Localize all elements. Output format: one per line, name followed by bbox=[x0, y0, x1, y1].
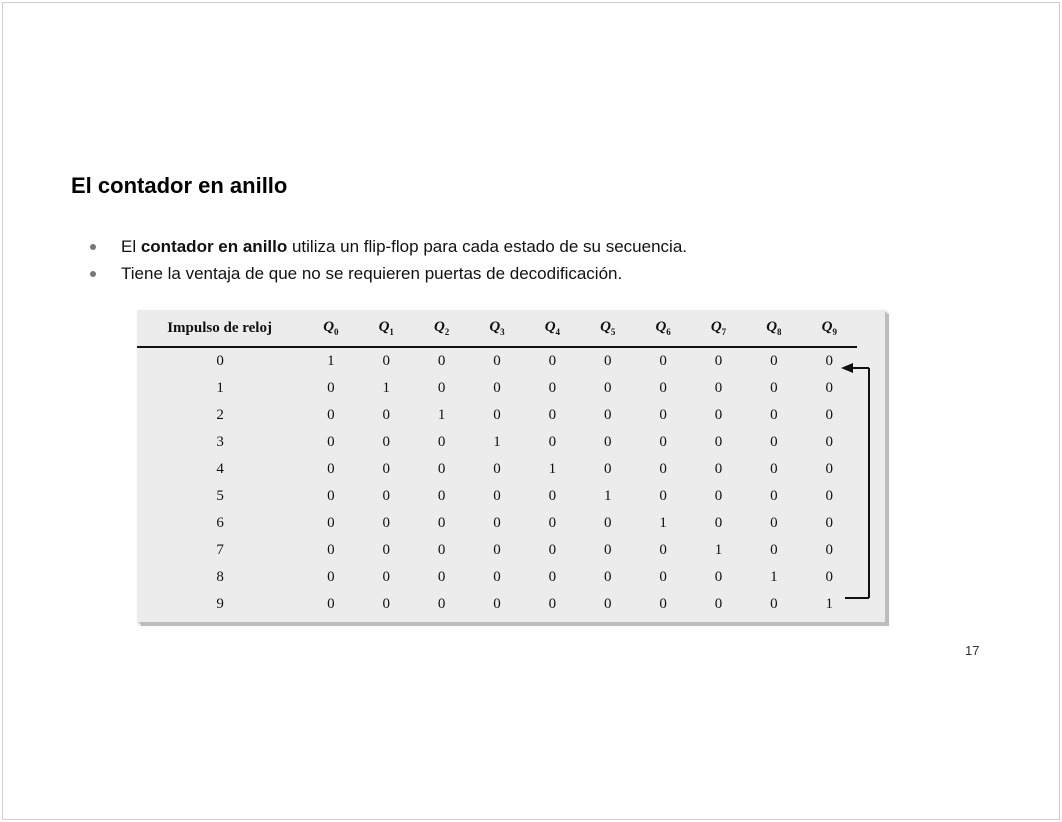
q-value-cell: 0 bbox=[493, 461, 501, 477]
q-value-cell: 0 bbox=[382, 542, 390, 558]
table-row bbox=[137, 591, 857, 618]
q-value-cell: 0 bbox=[382, 434, 390, 450]
q-value-cell: 0 bbox=[437, 515, 446, 531]
q-value-cell: 0 bbox=[437, 461, 446, 477]
bullet-text-bold: contador en anillo bbox=[140, 237, 288, 256]
q-value-cell: 0 bbox=[770, 353, 778, 369]
q-value-cell: 1 bbox=[493, 434, 501, 450]
header-q-subscript: 2 bbox=[444, 327, 450, 337]
q-value-cell: 0 bbox=[659, 488, 667, 504]
header-q-letter: Q bbox=[433, 319, 445, 335]
header-q-letter: Q bbox=[710, 319, 722, 335]
q-value-cell: 0 bbox=[825, 434, 834, 450]
bullet-text-pre: El bbox=[121, 237, 141, 256]
clock-pulse-cell: 7 bbox=[216, 542, 224, 558]
header-q-letter: Q bbox=[821, 319, 833, 335]
q-value-cell: 0 bbox=[437, 488, 446, 504]
q-value-cell: 0 bbox=[327, 407, 335, 423]
q-value-cell: 0 bbox=[327, 515, 335, 531]
clock-pulse-cell: 9 bbox=[216, 596, 224, 612]
ring-counter-figure bbox=[137, 310, 885, 622]
q-value-cell: 0 bbox=[825, 353, 834, 369]
q-value-cell: 0 bbox=[493, 569, 501, 585]
header-q4 bbox=[525, 310, 580, 347]
header-q-letter: Q bbox=[600, 319, 611, 335]
q-value-cell: 0 bbox=[548, 380, 557, 396]
table-row bbox=[137, 429, 857, 456]
q-value-cell: 0 bbox=[825, 407, 834, 423]
header-clock-pulse: Impulso de reloj bbox=[137, 310, 303, 347]
q-value-cell: 0 bbox=[770, 542, 778, 558]
clock-pulse-cell: 2 bbox=[216, 407, 224, 423]
q-value-cell: 0 bbox=[770, 434, 778, 450]
q-value-cell: 0 bbox=[382, 515, 390, 531]
slide bbox=[2, 2, 1060, 820]
header-q0 bbox=[303, 310, 358, 347]
clock-pulse-cell: 5 bbox=[216, 488, 224, 504]
q-value-cell: 0 bbox=[437, 380, 446, 396]
q-value-cell: 1 bbox=[327, 353, 335, 369]
q-value-cell: 0 bbox=[825, 515, 834, 531]
q-value-cell: 1 bbox=[659, 515, 667, 531]
q-value-cell: 0 bbox=[714, 569, 723, 585]
table-row bbox=[137, 564, 857, 591]
table-body bbox=[137, 347, 857, 618]
q-value-cell: 0 bbox=[659, 461, 667, 477]
q-value-cell: 0 bbox=[659, 596, 667, 612]
clock-pulse-cell: 6 bbox=[216, 515, 224, 531]
q-value-cell: 0 bbox=[770, 461, 778, 477]
q-value-cell: 0 bbox=[327, 380, 335, 396]
q-value-cell: 0 bbox=[437, 353, 446, 369]
q-value-cell: 0 bbox=[327, 488, 335, 504]
q-value-cell: 0 bbox=[382, 407, 390, 423]
q-value-cell: 0 bbox=[770, 488, 778, 504]
q-value-cell: 1 bbox=[825, 596, 834, 612]
q-value-cell: 0 bbox=[382, 461, 390, 477]
q-value-cell: 0 bbox=[493, 353, 501, 369]
table-row bbox=[137, 510, 857, 537]
header-q-letter: Q bbox=[323, 319, 335, 335]
header-q-subscript: 6 bbox=[666, 327, 671, 337]
header-q-subscript: 7 bbox=[721, 327, 727, 337]
table-row bbox=[137, 483, 857, 510]
q-value-cell: 0 bbox=[714, 407, 723, 423]
table-row bbox=[137, 537, 857, 564]
q-value-cell: 0 bbox=[548, 353, 557, 369]
ring-counter-table bbox=[137, 310, 857, 618]
q-value-cell: 0 bbox=[548, 542, 557, 558]
q-value-cell: 0 bbox=[548, 488, 557, 504]
q-value-cell: 0 bbox=[493, 542, 501, 558]
q-value-cell: 0 bbox=[714, 515, 723, 531]
header-q-subscript: 3 bbox=[500, 327, 505, 337]
q-value-cell: 0 bbox=[604, 542, 612, 558]
header-q1 bbox=[359, 310, 414, 347]
q-value-cell: 0 bbox=[327, 434, 335, 450]
q-value-cell: 0 bbox=[770, 596, 778, 612]
q-value-cell: 0 bbox=[493, 488, 501, 504]
q-value-cell: 0 bbox=[825, 542, 834, 558]
q-value-cell: 0 bbox=[659, 434, 667, 450]
q-value-cell: 0 bbox=[382, 596, 390, 612]
clock-pulse-cell: 0 bbox=[216, 353, 224, 369]
header-q6 bbox=[635, 310, 690, 347]
q-value-cell: 0 bbox=[548, 407, 557, 423]
clock-pulse-cell: 1 bbox=[216, 380, 224, 396]
q-value-cell: 0 bbox=[770, 515, 778, 531]
q-value-cell: 0 bbox=[659, 569, 667, 585]
header-q-subscript: 1 bbox=[389, 327, 394, 337]
bullet-dot-icon bbox=[90, 271, 96, 277]
q-value-cell: 0 bbox=[437, 596, 446, 612]
header-q-letter: Q bbox=[655, 319, 667, 335]
q-value-cell: 0 bbox=[382, 488, 390, 504]
q-value-cell: 0 bbox=[548, 569, 557, 585]
header-q-subscript: 4 bbox=[555, 327, 561, 337]
q-value-cell: 0 bbox=[493, 380, 501, 396]
header-q7 bbox=[691, 310, 746, 347]
bullet-item bbox=[85, 260, 687, 287]
q-value-cell: 0 bbox=[604, 569, 612, 585]
q-value-cell: 1 bbox=[382, 380, 390, 396]
q-value-cell: 0 bbox=[604, 353, 612, 369]
header-q-subscript: 0 bbox=[334, 327, 339, 337]
q-value-cell: 0 bbox=[770, 380, 778, 396]
q-value-cell: 0 bbox=[714, 488, 723, 504]
q-value-cell: 0 bbox=[604, 380, 612, 396]
q-value-cell: 0 bbox=[604, 434, 612, 450]
q-value-cell: 1 bbox=[548, 461, 557, 477]
bullet-list bbox=[85, 233, 687, 287]
q-value-cell: 0 bbox=[327, 542, 335, 558]
q-value-cell: 0 bbox=[437, 542, 446, 558]
header-q9 bbox=[802, 310, 857, 347]
table-row bbox=[137, 456, 857, 483]
table-header-row bbox=[137, 310, 857, 347]
table-row bbox=[137, 375, 857, 402]
q-value-cell: 0 bbox=[493, 515, 501, 531]
header-q5 bbox=[580, 310, 635, 347]
q-value-cell: 0 bbox=[659, 353, 667, 369]
header-q3 bbox=[469, 310, 524, 347]
q-value-cell: 0 bbox=[825, 488, 834, 504]
header-q-subscript: 5 bbox=[610, 327, 616, 337]
q-value-cell: 0 bbox=[437, 569, 446, 585]
q-value-cell: 0 bbox=[714, 434, 723, 450]
clock-pulse-cell: 3 bbox=[216, 434, 224, 450]
q-value-cell: 0 bbox=[493, 407, 501, 423]
q-value-cell: 0 bbox=[825, 569, 834, 585]
q-value-cell: 0 bbox=[714, 461, 723, 477]
table-row bbox=[137, 402, 857, 429]
q-value-cell: 0 bbox=[604, 515, 612, 531]
feedback-arrow-icon bbox=[837, 354, 877, 604]
page-number: 17 bbox=[965, 643, 980, 658]
clock-pulse-cell: 4 bbox=[216, 461, 224, 477]
q-value-cell: 1 bbox=[714, 542, 723, 558]
clock-pulse-cell: 8 bbox=[216, 569, 224, 585]
header-q-letter: Q bbox=[489, 319, 501, 335]
q-value-cell: 0 bbox=[604, 461, 612, 477]
q-value-cell: 0 bbox=[825, 461, 834, 477]
q-value-cell: 0 bbox=[382, 353, 390, 369]
q-value-cell: 0 bbox=[382, 569, 390, 585]
table-row bbox=[137, 347, 857, 375]
header-q-subscript: 9 bbox=[832, 327, 837, 337]
header-q-letter: Q bbox=[378, 319, 390, 335]
q-value-cell: 0 bbox=[327, 461, 335, 477]
q-value-cell: 0 bbox=[770, 407, 778, 423]
bullet-text-pre: Tiene la ventaja de que no se requieren puertas de decodificación. bbox=[121, 264, 623, 283]
bullet-item bbox=[85, 233, 687, 260]
header-q-subscript: 8 bbox=[777, 327, 782, 337]
header-q8 bbox=[746, 310, 801, 347]
q-value-cell: 0 bbox=[659, 380, 667, 396]
q-value-cell: 0 bbox=[714, 380, 723, 396]
header-q-letter: Q bbox=[544, 319, 556, 335]
q-value-cell: 0 bbox=[327, 596, 335, 612]
bullet-text-post: utiliza un flip-flop para cada estado de su secuencia. bbox=[287, 237, 687, 256]
q-value-cell: 0 bbox=[548, 434, 557, 450]
q-value-cell: 0 bbox=[714, 596, 723, 612]
header-q-letter: Q bbox=[766, 319, 778, 335]
q-value-cell: 0 bbox=[604, 596, 612, 612]
q-value-cell: 1 bbox=[437, 407, 446, 423]
bullet-dot-icon bbox=[90, 244, 96, 250]
slide-title: El contador en anillo bbox=[71, 173, 288, 198]
header-q2 bbox=[414, 310, 469, 347]
q-value-cell: 0 bbox=[493, 596, 501, 612]
q-value-cell: 0 bbox=[659, 542, 667, 558]
q-value-cell: 0 bbox=[327, 569, 335, 585]
q-value-cell: 1 bbox=[770, 569, 778, 585]
q-value-cell: 0 bbox=[604, 407, 612, 423]
q-value-cell: 0 bbox=[548, 596, 557, 612]
q-value-cell: 1 bbox=[604, 488, 612, 504]
q-value-cell: 0 bbox=[548, 515, 557, 531]
q-value-cell: 0 bbox=[825, 380, 834, 396]
q-value-cell: 0 bbox=[714, 353, 723, 369]
q-value-cell: 0 bbox=[659, 407, 667, 423]
q-value-cell: 0 bbox=[437, 434, 446, 450]
